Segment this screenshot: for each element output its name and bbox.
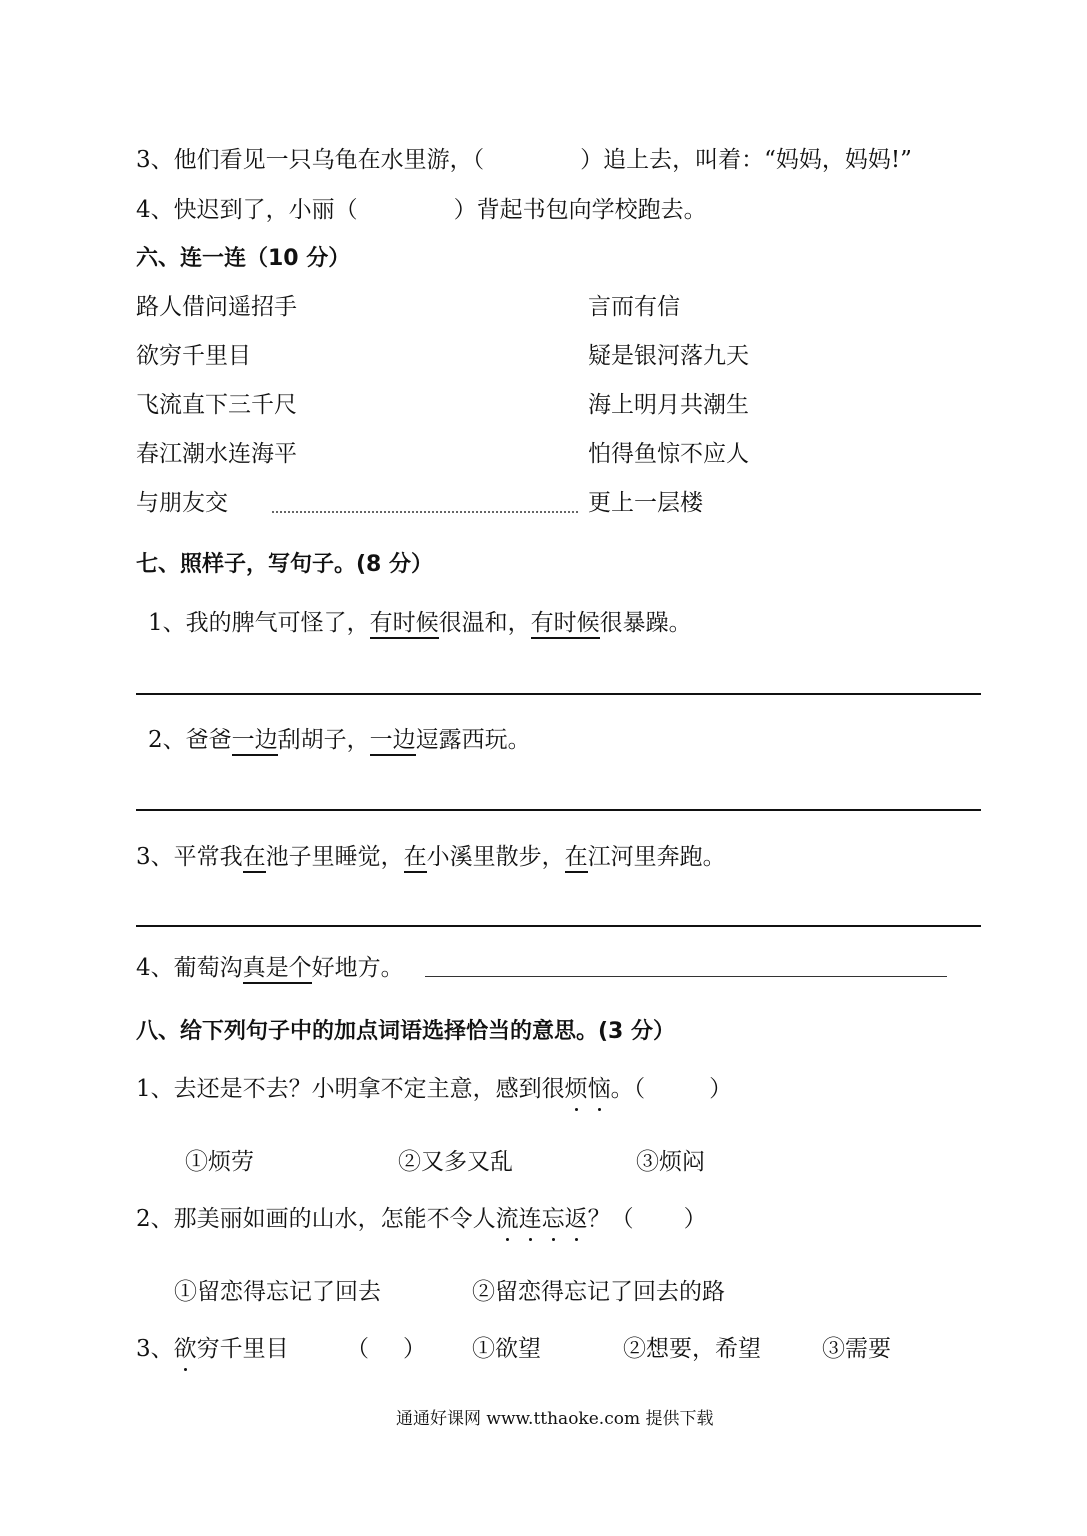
choice-option: ①欲望 (472, 1336, 541, 1362)
dotted-word: 烦 (564, 1076, 588, 1102)
choice-option: ②又多又乱 (398, 1149, 513, 1175)
underlined-word: 在 (243, 844, 266, 873)
choice-option: ③需要 (822, 1336, 891, 1362)
section-8-title: 八、给下列句子中的加点词语选择恰当的意思。(3 分） (136, 1019, 676, 1044)
match-left-item[interactable]: 飞流直下三千尺 (136, 392, 297, 418)
match-left-item[interactable]: 路人借问遥招手 (136, 294, 297, 320)
dotted-word: 连 (518, 1206, 542, 1232)
dotted-leader (272, 511, 578, 513)
choice-question-3: 3、欲穷千里目 (136, 1336, 289, 1362)
underlined-word: 一边 (232, 727, 278, 756)
example-sentence-2: 2、爸爸一边刮胡子，一边逗露西玩。 (148, 729, 531, 752)
section-7-title: 七、照样子，写句子。(8 分） (136, 552, 434, 577)
choice-option: ①留恋得忘记了回去 (174, 1279, 381, 1305)
dotted-word: 忘 (541, 1206, 565, 1232)
dotted-word: 恼 (587, 1076, 611, 1102)
dotted-word: 返 (564, 1206, 588, 1232)
fill-question-4: 4、快迟到了，小丽（ ）背起书包向学校跑去。 (136, 197, 707, 223)
choice-option: ③烦闷 (636, 1149, 705, 1175)
example-sentence-1: 1、我的脾气可怪了，有时候很温和，有时候很暴躁。 (148, 612, 692, 635)
section-6-title: 六、连一连（10 分） (136, 246, 351, 271)
underlined-word: 一边 (370, 727, 416, 756)
answer-line[interactable] (136, 809, 981, 811)
answer-line[interactable] (136, 925, 981, 927)
example-sentence-4: 4、葡萄沟真是个好地方。 (136, 957, 404, 980)
fill-question-3: 3、他们看见一只乌龟在水里游，（ ）追上去，叫着：“妈妈，妈妈!” (136, 147, 912, 173)
dotted-word: 流 (495, 1206, 519, 1232)
match-right-item[interactable]: 言而有信 (588, 294, 680, 320)
choice-option: ②留恋得忘记了回去的路 (472, 1279, 725, 1305)
underlined-word: 在 (565, 844, 588, 873)
underlined-word: 有时候 (531, 610, 600, 639)
match-right-item[interactable]: 疑是银河落九天 (588, 343, 749, 369)
choice-option: ②想要，希望 (623, 1336, 761, 1362)
match-right-item[interactable]: 怕得鱼惊不应人 (588, 441, 749, 467)
example-sentence-3: 3、平常我在池子里睡觉，在小溪里散步，在江河里奔跑。 (136, 846, 726, 869)
match-left-item[interactable]: 欲穷千里目 (136, 343, 251, 369)
choice-question-3-paren: （ ） (346, 1336, 426, 1362)
underlined-word: 真是个 (243, 955, 312, 984)
answer-line[interactable] (136, 693, 981, 695)
match-right-item[interactable]: 海上明月共潮生 (588, 392, 749, 418)
page-footer: 通通好课网 www.tthaoke.com 提供下载 (396, 1409, 714, 1429)
match-left-item[interactable]: 与朋友交 (136, 490, 228, 516)
underlined-word: 有时候 (370, 610, 439, 639)
match-left-item[interactable]: 春江潮水连海平 (136, 441, 297, 467)
choice-question-1: 1、去还是不去？小明拿不定主意，感到很烦恼。（ ） (136, 1076, 733, 1102)
choice-option: ①烦劳 (185, 1149, 254, 1175)
underlined-word: 在 (404, 844, 427, 873)
match-right-item[interactable]: 更上一层楼 (588, 490, 703, 516)
answer-blank-line[interactable] (425, 976, 947, 977)
dotted-word: 欲 (173, 1336, 197, 1362)
choice-question-2: 2、那美丽如画的山水，怎能不令人流连忘返？（ ） (136, 1206, 707, 1232)
